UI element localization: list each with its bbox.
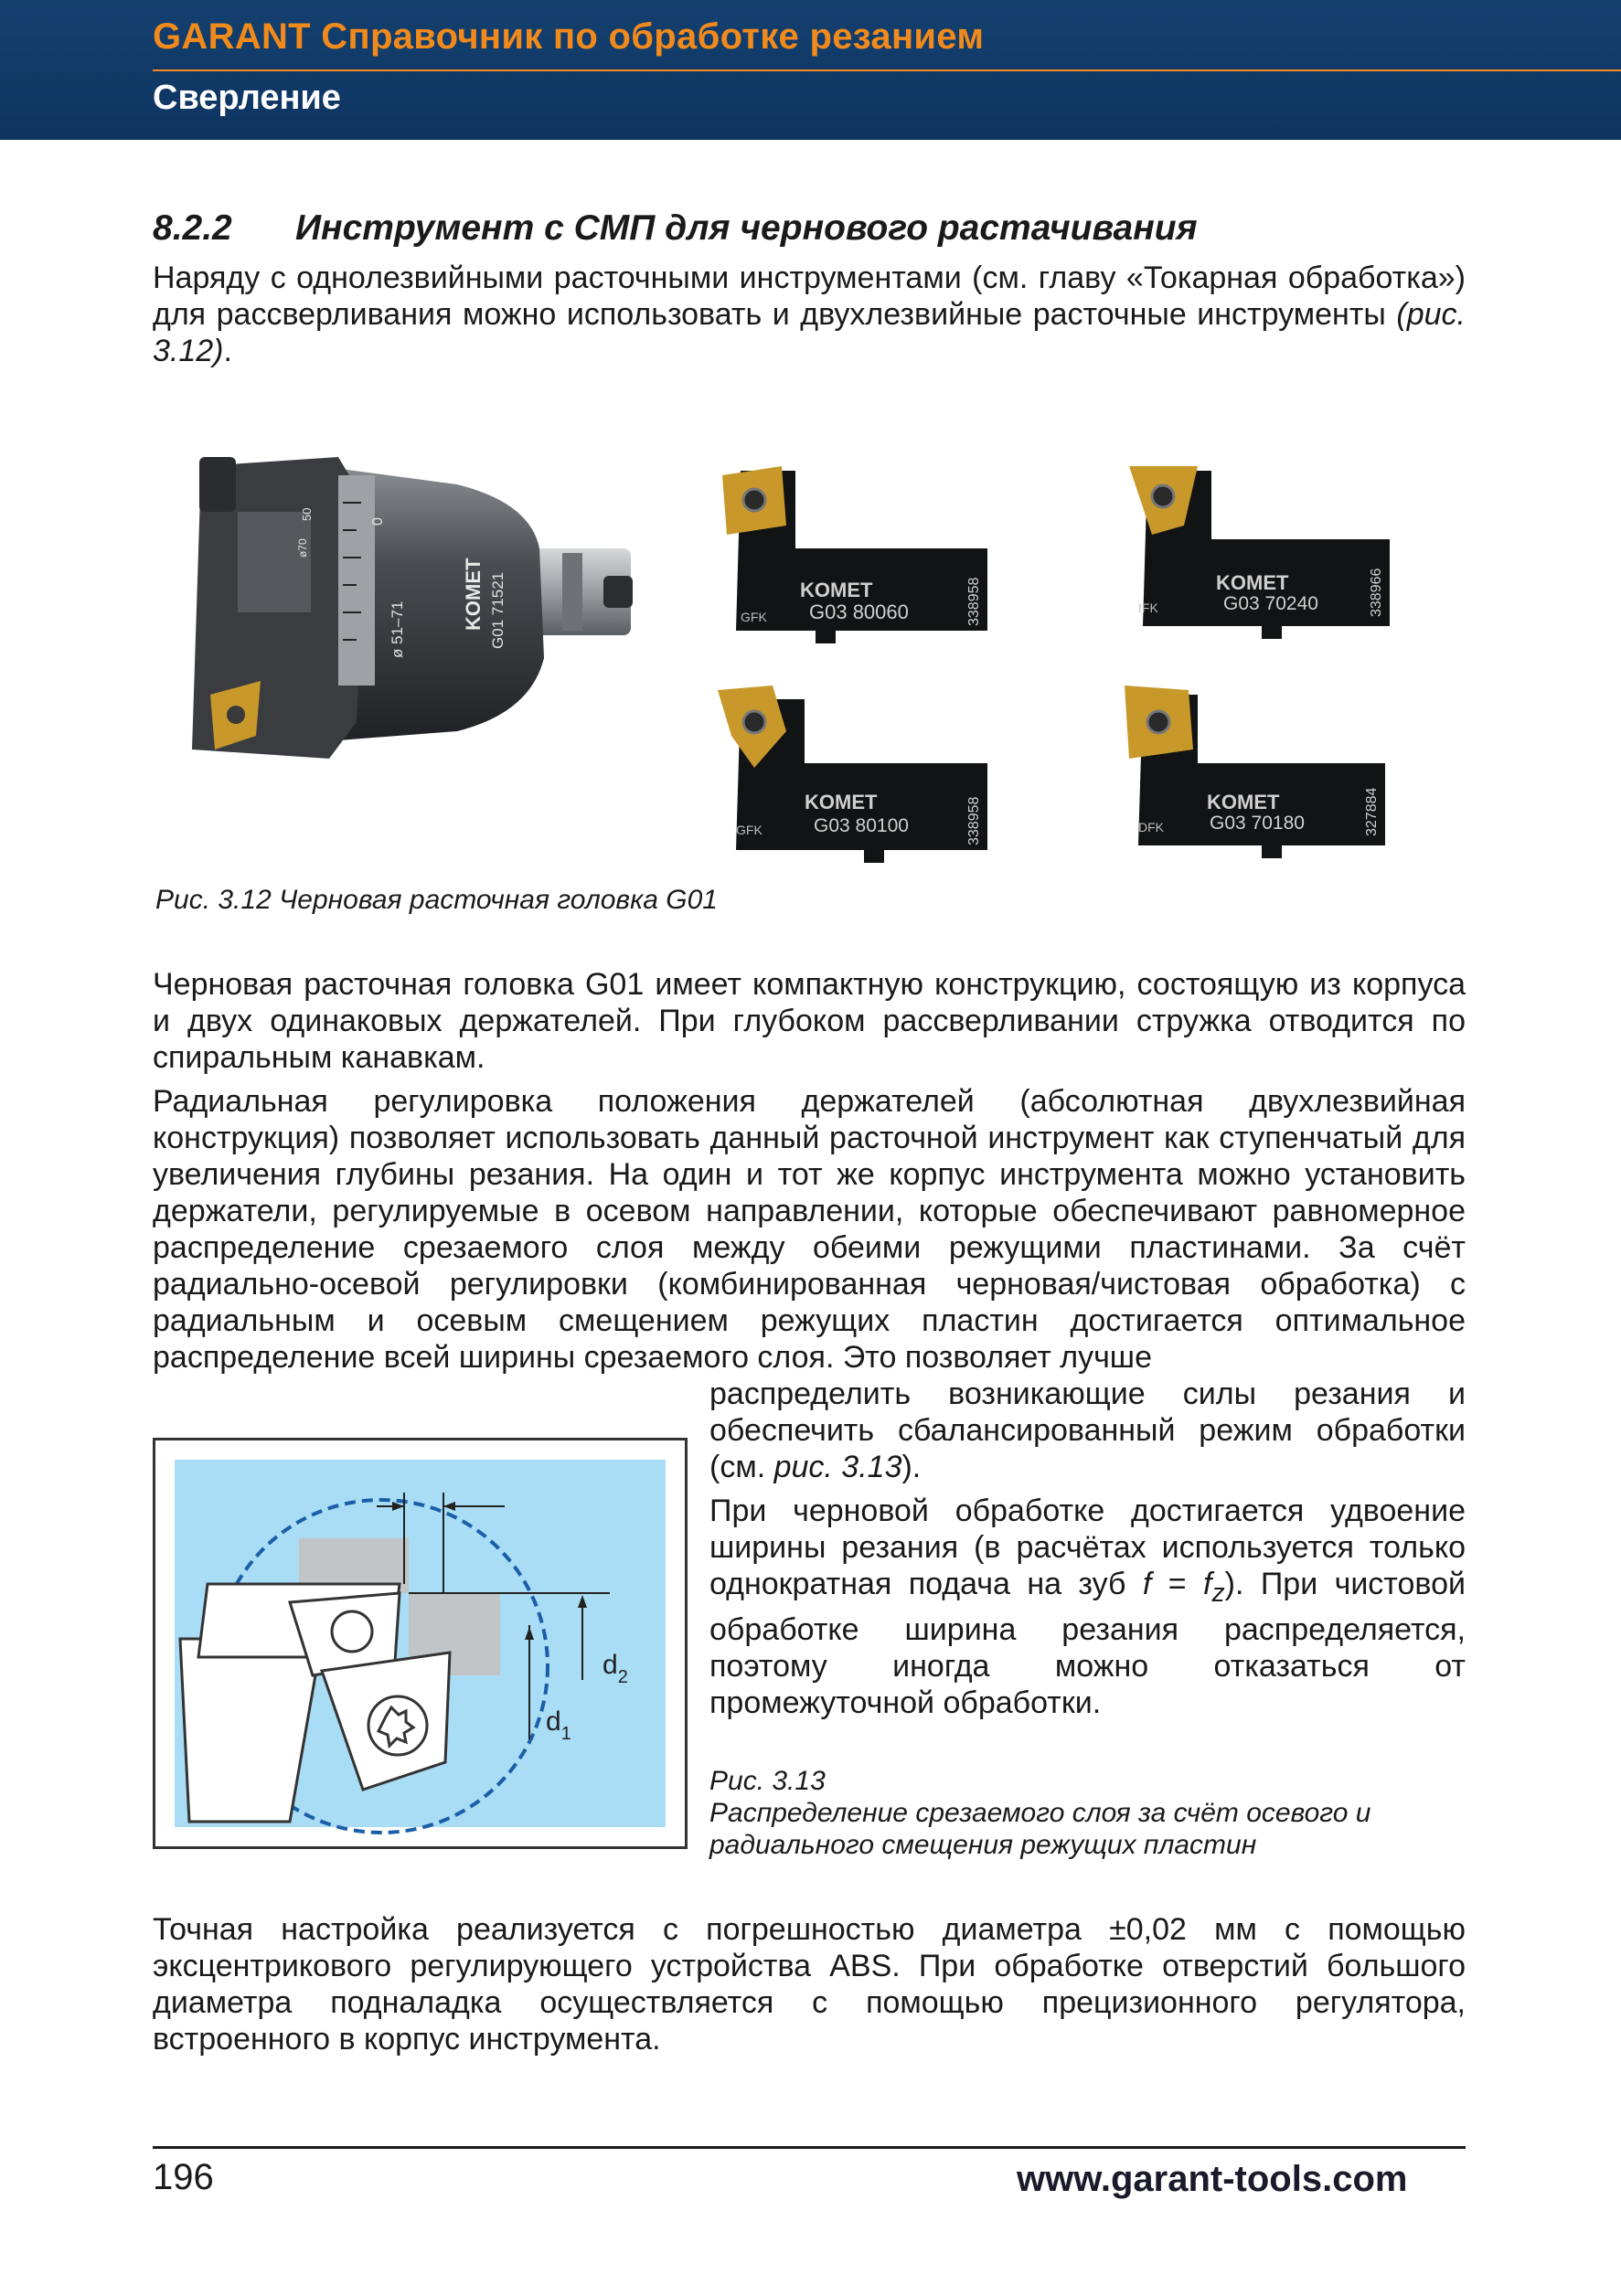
feed-per-tooth-symbol: f xyxy=(1203,1567,1212,1601)
tool-code: G01 71521 xyxy=(489,571,507,649)
section-number: 8.2.2 xyxy=(153,208,232,248)
website-link[interactable]: www.garant-tools.com xyxy=(1017,2159,1408,2199)
insert-2-type: IFK xyxy=(1138,601,1158,615)
section-heading xyxy=(153,208,1198,249)
label-d1: d xyxy=(546,1706,561,1737)
insert-2-code: G03 70240 xyxy=(1223,593,1318,614)
insert-4-type: DFK xyxy=(1138,820,1164,834)
scale-side: ø70 xyxy=(296,538,309,558)
page-number: 196 xyxy=(153,2157,214,2197)
footer-rule xyxy=(153,2146,1466,2149)
scale-zero: 0 xyxy=(370,517,386,526)
insert-4-id: 327884 xyxy=(1364,787,1380,836)
header-rule xyxy=(153,69,1621,71)
para3b-end: ). xyxy=(901,1450,922,1484)
tool-range: ø 51–71 xyxy=(389,601,406,658)
insert-3-brand: KOMET xyxy=(805,791,878,813)
label-d2-sub: 2 xyxy=(617,1667,628,1687)
header-chapter: Сверление xyxy=(153,79,341,117)
insert-2-brand: KOMET xyxy=(1216,571,1289,594)
insert-holder-3 xyxy=(713,681,997,864)
paragraph-g01: Черновая расточная головка G01 имеет компактную конструкцию, состоящую из корпуса и двух одинаковых держателей. При глубоком рассверливании стружка отводится по спиральным канавкам. xyxy=(153,967,1466,1075)
figure-3-13-caption xyxy=(709,1765,1459,1861)
insert-4-code: G03 70180 xyxy=(1210,813,1305,834)
tool-brand: KOMET xyxy=(462,558,485,631)
paragraph-roughing xyxy=(709,1493,1466,1721)
insert-3-id: 338958 xyxy=(966,796,982,845)
intro-paragraph xyxy=(153,260,1466,369)
intro-end: . xyxy=(223,334,232,368)
para4-text: При черновой обработке достигается удвоение ширины резания (в расчётах используется только однократная подача на зуб xyxy=(709,1493,1466,1601)
figure-3-13-number: Рис. 3.13 xyxy=(709,1766,826,1796)
page-header xyxy=(0,0,1621,140)
insert-1-type: GFK xyxy=(741,610,767,624)
insert-holder-2 xyxy=(1125,462,1399,644)
label-d1-sub: 1 xyxy=(560,1724,571,1744)
intro-figure-ref: (рис. 3.12) xyxy=(153,297,1466,368)
paragraph-radial-adjustment-continued xyxy=(709,1376,1466,1485)
para3b-text: распределить возникающие силы резания и обеспечить сбалансированный режим обработки (см. xyxy=(709,1377,1466,1484)
section-title: Инструмент с СМП для чернового растачивания xyxy=(295,208,1198,248)
chip-distribution-diagram xyxy=(153,1438,688,1849)
header-title: GARANT Справочник по обработке резанием xyxy=(153,16,985,57)
insert-4-brand: KOMET xyxy=(1207,791,1280,813)
insert-holder-1 xyxy=(713,462,997,644)
figure-3-12-caption: Рис. 3.12 Черновая расточная головка G01 xyxy=(155,885,718,915)
insert-3-code: G03 80100 xyxy=(814,815,909,836)
scale-top: 50 xyxy=(300,507,314,521)
feed-symbol: f xyxy=(1142,1567,1152,1601)
insert-1-code: G03 80060 xyxy=(809,601,909,623)
insert-1-brand: KOMET xyxy=(800,579,873,601)
paragraph-radial-adjustment: Радиальная регулировка положения держателей (абсолютная двухлезвийная конструкция) позволяет использовать данный расточной инструмент как ступенчатый для увеличения глубины резания. На один и тот же корпус инструмента можно установить держатели, регулируемые в осевом направлении, которые обеспечивают равномерное распределение срезаемого слоя между обеими режущими пластинами. За счёт радиально-осевой регулировки (комбинированная черновая/чистовая обработка) с радиальным и осевым смещением режущих пластин достигается оптимальное распределение всей ширины срезаемого слоя. Это позволяет лучше xyxy=(153,1084,1466,1375)
insert-2-id: 338966 xyxy=(1369,568,1384,617)
insert-holder-4 xyxy=(1120,681,1394,864)
equals: = xyxy=(1151,1567,1204,1601)
intro-text: Наряду с однолезвийными расточными инструментами (см. главу «Токарная обработка») для рассверливания можно использовать и двухлезвийные расточные инструменты xyxy=(153,260,1466,332)
feed-per-tooth-subscript: z xyxy=(1211,1578,1225,1608)
boring-head-photo xyxy=(183,448,649,772)
insert-1-id: 338958 xyxy=(966,577,982,626)
paragraph-fine-adjustment: Точная настройка реализуется с погрешностью диаметра ±0,02 мм с помощью эксцентрикового регулирующего устройства ABS. При обработке отверстий большого диаметра подналадка осуществляется с помощью прецизионного регулятора, встроенного в корпус инструмента. xyxy=(153,1912,1466,2057)
para4-end: ). При чистовой обработке ширина резания распределяется, поэтому иногда можно отказаться от промежуточной обработки. xyxy=(709,1567,1466,1720)
figure-3-13-text: Распределение срезаемого слоя за счёт осевого и радиального смещения режущих пластин xyxy=(709,1798,1371,1860)
insert-3-type: GFK xyxy=(736,823,763,837)
figure-3-13-ref: рис. 3.13 xyxy=(773,1450,902,1484)
label-d2: d xyxy=(603,1650,618,1680)
